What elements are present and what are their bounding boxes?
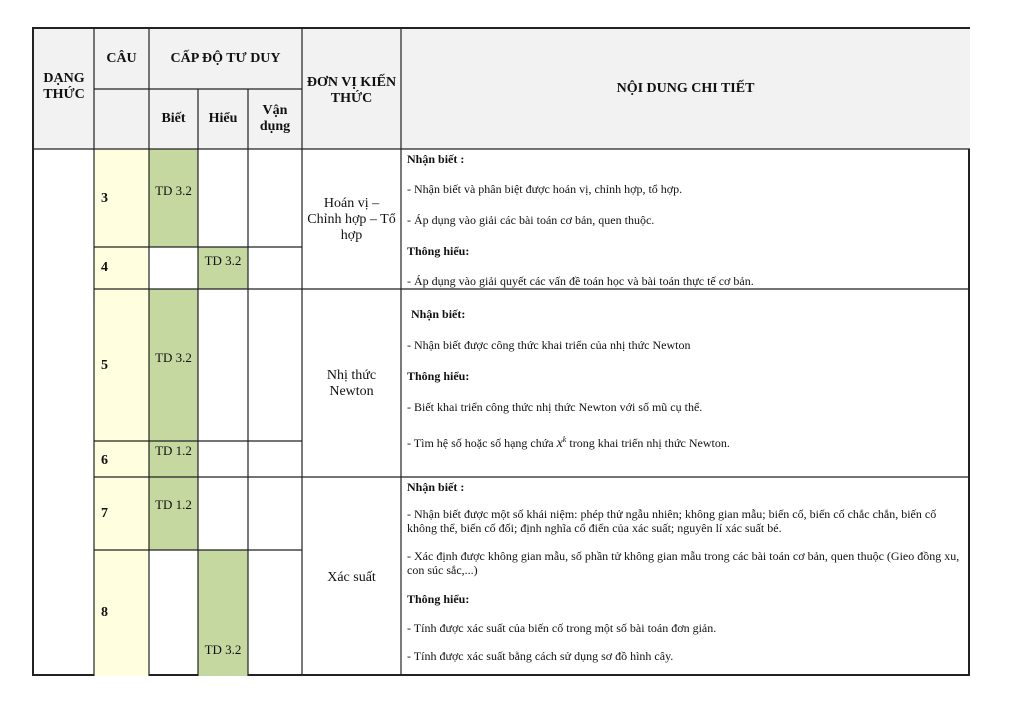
- header-van-dung: Vận dụng: [259, 103, 291, 134]
- cau-number: 3: [101, 191, 108, 206]
- content-line: - Tính được xác suất bằng cách sử dụng sơ đồ hình cây.: [407, 649, 674, 663]
- content-heading: Thông hiểu:: [407, 244, 470, 258]
- content-line: - Nhận biết được một số khái niệm: phép thử ngẫu nhiên; không gian mẫu; biến cố, biến cố chắc chắn, biến cố không thể, biến cố đối; định nghĩa cổ điển của xác suất; nguyên lí xác suất bé.: [407, 507, 937, 535]
- cell-bg: [149, 477, 198, 550]
- content-heading: Nhận biết :: [407, 480, 465, 494]
- content-heading: Nhận biết :: [407, 152, 465, 166]
- cau-number: 6: [101, 453, 108, 468]
- cau-column-bg: [94, 149, 149, 676]
- content-line: [407, 433, 960, 451]
- header-cap-do: CẤP ĐỘ TƯ DUY: [170, 51, 281, 66]
- content-line: - Nhận biết và phân biệt được hoán vị, chỉnh hợp, tổ hợp.: [407, 182, 683, 196]
- cau-number: 4: [101, 260, 108, 275]
- content-line: - Tính được xác suất của biến cố trong một số bài toán đơn giản.: [407, 621, 717, 635]
- level-marker: TD 3.2: [204, 253, 242, 268]
- level-marker: TD 1.2: [155, 443, 192, 458]
- content-group-2: [401, 289, 970, 477]
- math-exponent: k: [562, 435, 567, 444]
- header-cau: CÂU: [106, 51, 137, 66]
- content-group-1: [401, 149, 970, 289]
- cau-number: 5: [101, 358, 108, 373]
- cau-number: 8: [101, 605, 108, 620]
- content-line: - Biết khai triển công thức nhị thức Newton với số mũ cụ thể.: [407, 400, 703, 414]
- content-text: - Tìm hệ số hoặc số hạng chứa: [407, 436, 557, 450]
- content-line: - Áp dụng vào giải các bài toán cơ bản, quen thuộc.: [407, 213, 655, 227]
- matrix-table: [32, 27, 970, 676]
- level-marker: TD 3.2: [204, 642, 242, 657]
- knowledge-unit: Hoán vị – Chỉnh hợp – Tổ hợp: [307, 196, 396, 243]
- knowledge-unit: Nhị thức Newton: [326, 368, 377, 399]
- level-marker: TD 1.2: [155, 497, 192, 512]
- header-noi-dung: NỘI DUNG CHI TIẾT: [616, 81, 755, 96]
- header-don-vi: ĐƠN VỊ KIẾN THỨC: [306, 75, 397, 106]
- content-heading: Thông hiểu:: [407, 369, 470, 383]
- header-biet: Biết: [161, 111, 186, 126]
- cau-number: 7: [101, 506, 108, 521]
- knowledge-unit: Xác suất: [327, 570, 376, 585]
- level-marker: TD 3.2: [155, 350, 192, 365]
- content-heading: Thông hiểu:: [407, 592, 470, 606]
- content-text: trong khai triển nhị thức Newton.: [566, 436, 730, 450]
- content-line: - Áp dụng vào giải quyết các vấn đề toán học và bài toán thực tế cơ bản.: [407, 274, 754, 288]
- content-group-3: [401, 477, 970, 676]
- content-line: - Nhận biết được công thức khai triển của nhị thức Newton: [407, 338, 691, 352]
- content-heading: Nhận biết:: [411, 307, 466, 321]
- header-hieu: Hiểu: [208, 111, 238, 126]
- math-variable: x: [556, 436, 563, 451]
- level-marker: TD 3.2: [155, 183, 192, 198]
- content-line: - Xác định được không gian mẫu, số phần tử không gian mẫu trong các bài toán cơ bản, quen thuộc (Gieo đồng xu, con súc sắc,...): [407, 549, 960, 577]
- header-dang-thuc: DẠNG THỨC: [43, 71, 85, 102]
